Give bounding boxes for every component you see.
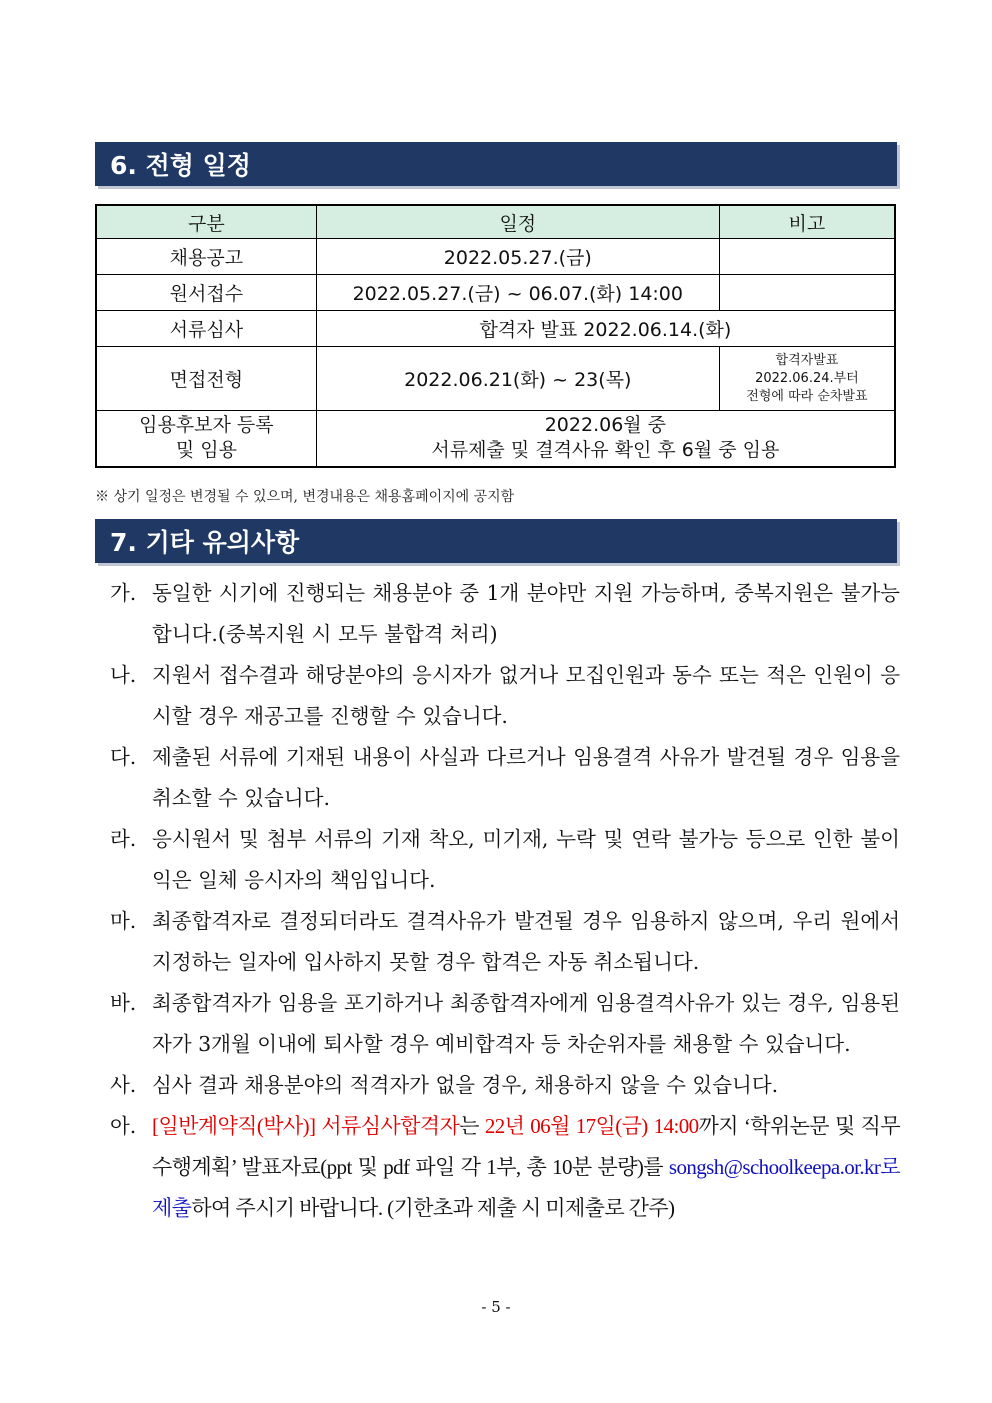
table-row [96, 411, 895, 467]
list-item [110, 819, 900, 901]
list-item-submission [110, 1106, 900, 1229]
schedule-line: 2022.06월 중 [544, 414, 667, 437]
item-text: 하여 주시기 바랍니다. (기한초과 제출 시 미제출로 간주) [191, 1196, 675, 1220]
row-schedule: 합격자 발표 2022.06.14.(화) [316, 311, 895, 347]
list-item [110, 983, 900, 1065]
note-line: 2022.06.24.부터 [755, 370, 859, 386]
note-line: 전형에 따라 순차발표 [746, 388, 868, 404]
item-text: 지원서 접수결과 해당분야의 응시자가 없거나 모집인원과 동수 또는 적은 인원이 응시할 경우 재공고를 진행할 수 있습니다. [152, 663, 900, 728]
row-schedule: 2022.05.27.(금) ~ 06.07.(화) 14:00 [316, 275, 719, 311]
section-6-header [95, 142, 897, 186]
schedule-line: 서류제출 및 결격사유 확인 후 6월 중 임용 [431, 439, 780, 462]
page-number: - 5 - [481, 1298, 511, 1316]
table-row [96, 275, 895, 311]
item-mark: 나. [110, 663, 137, 687]
item-mark: 바. [110, 991, 137, 1015]
table-row [96, 347, 895, 411]
header-schedule: 일정 [316, 205, 719, 239]
table-row [96, 311, 895, 347]
row-category [96, 411, 316, 467]
header-note: 비고 [719, 205, 895, 239]
submission-email[interactable]: songsh@schoolkeepa.or.kr로 제출 [152, 1155, 900, 1220]
table-row [96, 239, 895, 275]
item-text: 동일한 시기에 진행되는 채용분야 중 1개 분야만 지원 가능하며, 중복지원은 불가능합니다.(중복지원 시 모두 불합격 처리) [152, 581, 900, 646]
table-header-row [96, 205, 895, 239]
deadline: 22년 06월 17일(금) 14:00 [484, 1114, 699, 1138]
category-line: 임용후보자 등록 [139, 414, 274, 437]
row-schedule [316, 411, 895, 467]
list-item [110, 573, 900, 655]
item-mark: 라. [110, 827, 137, 851]
item-text: 최종합격자로 결정되더라도 결격사유가 발견될 경우 임용하지 않으며, 우리 원에서 지정하는 일자에 입사하지 못할 경우 합격은 자동 취소됩니다. [152, 909, 900, 974]
row-schedule: 2022.05.27.(금) [316, 239, 719, 275]
item-mark: 마. [110, 909, 137, 933]
row-note [719, 347, 895, 411]
note-line: 합격자발표 [775, 352, 839, 368]
list-item [110, 655, 900, 737]
notice-list [110, 573, 900, 1229]
item-mark: 사. [110, 1073, 137, 1097]
item-text: 는 [459, 1114, 485, 1138]
row-note [719, 275, 895, 311]
item-mark: 가. [110, 581, 137, 605]
row-category: 서류심사 [96, 311, 316, 347]
item-text: 최종합격자가 임용을 포기하거나 최종합격자에게 임용결격사유가 있는 경우, 임용된 자가 3개월 이내에 퇴사할 경우 예비합격자 등 차순위자를 채용할 수 있습니다. [152, 991, 900, 1056]
category-line: 및 임용 [175, 439, 237, 462]
row-note [719, 239, 895, 275]
list-item [110, 1065, 900, 1106]
item-text: 응시원서 및 첨부 서류의 기재 착오, 미기재, 누락 및 연락 불가능 등으로 인한 불이익은 일체 응시자의 책임입니다. [152, 827, 900, 892]
schedule-table [95, 204, 896, 468]
item-text: 까지 ‘학위논문 및 직무수행계획’ 발표자료(ppt 및 pdf 파일 각 1부, 총 10분 분량)를 [152, 1114, 900, 1179]
item-mark: 다. [110, 745, 137, 769]
schedule-footnote: ※ 상기 일정은 변경될 수 있으며, 변경내용은 채용홈페이지에 공지함 [95, 489, 515, 505]
header-category: 구분 [96, 205, 316, 239]
list-item [110, 737, 900, 819]
row-category: 원서접수 [96, 275, 316, 311]
item-text: 제출된 서류에 기재된 내용이 사실과 다르거나 임용결격 사유가 발견될 경우 임용을 취소할 수 있습니다. [152, 745, 900, 810]
section-6-title: 6. 전형 일정 [110, 151, 251, 180]
row-category: 면접전형 [96, 347, 316, 411]
item-text: 심사 결과 채용분야의 적격자가 없을 경우, 채용하지 않을 수 있습니다. [152, 1073, 779, 1097]
row-category: 채용공고 [96, 239, 316, 275]
list-item [110, 901, 900, 983]
item-mark: 아. [110, 1114, 137, 1138]
target-applicants: [일반계약직(박사)] 서류심사합격자 [152, 1114, 460, 1138]
section-7-header [95, 519, 897, 563]
row-schedule: 2022.06.21(화) ~ 23(목) [316, 347, 719, 411]
section-7-title: 7. 기타 유의사항 [110, 528, 300, 557]
